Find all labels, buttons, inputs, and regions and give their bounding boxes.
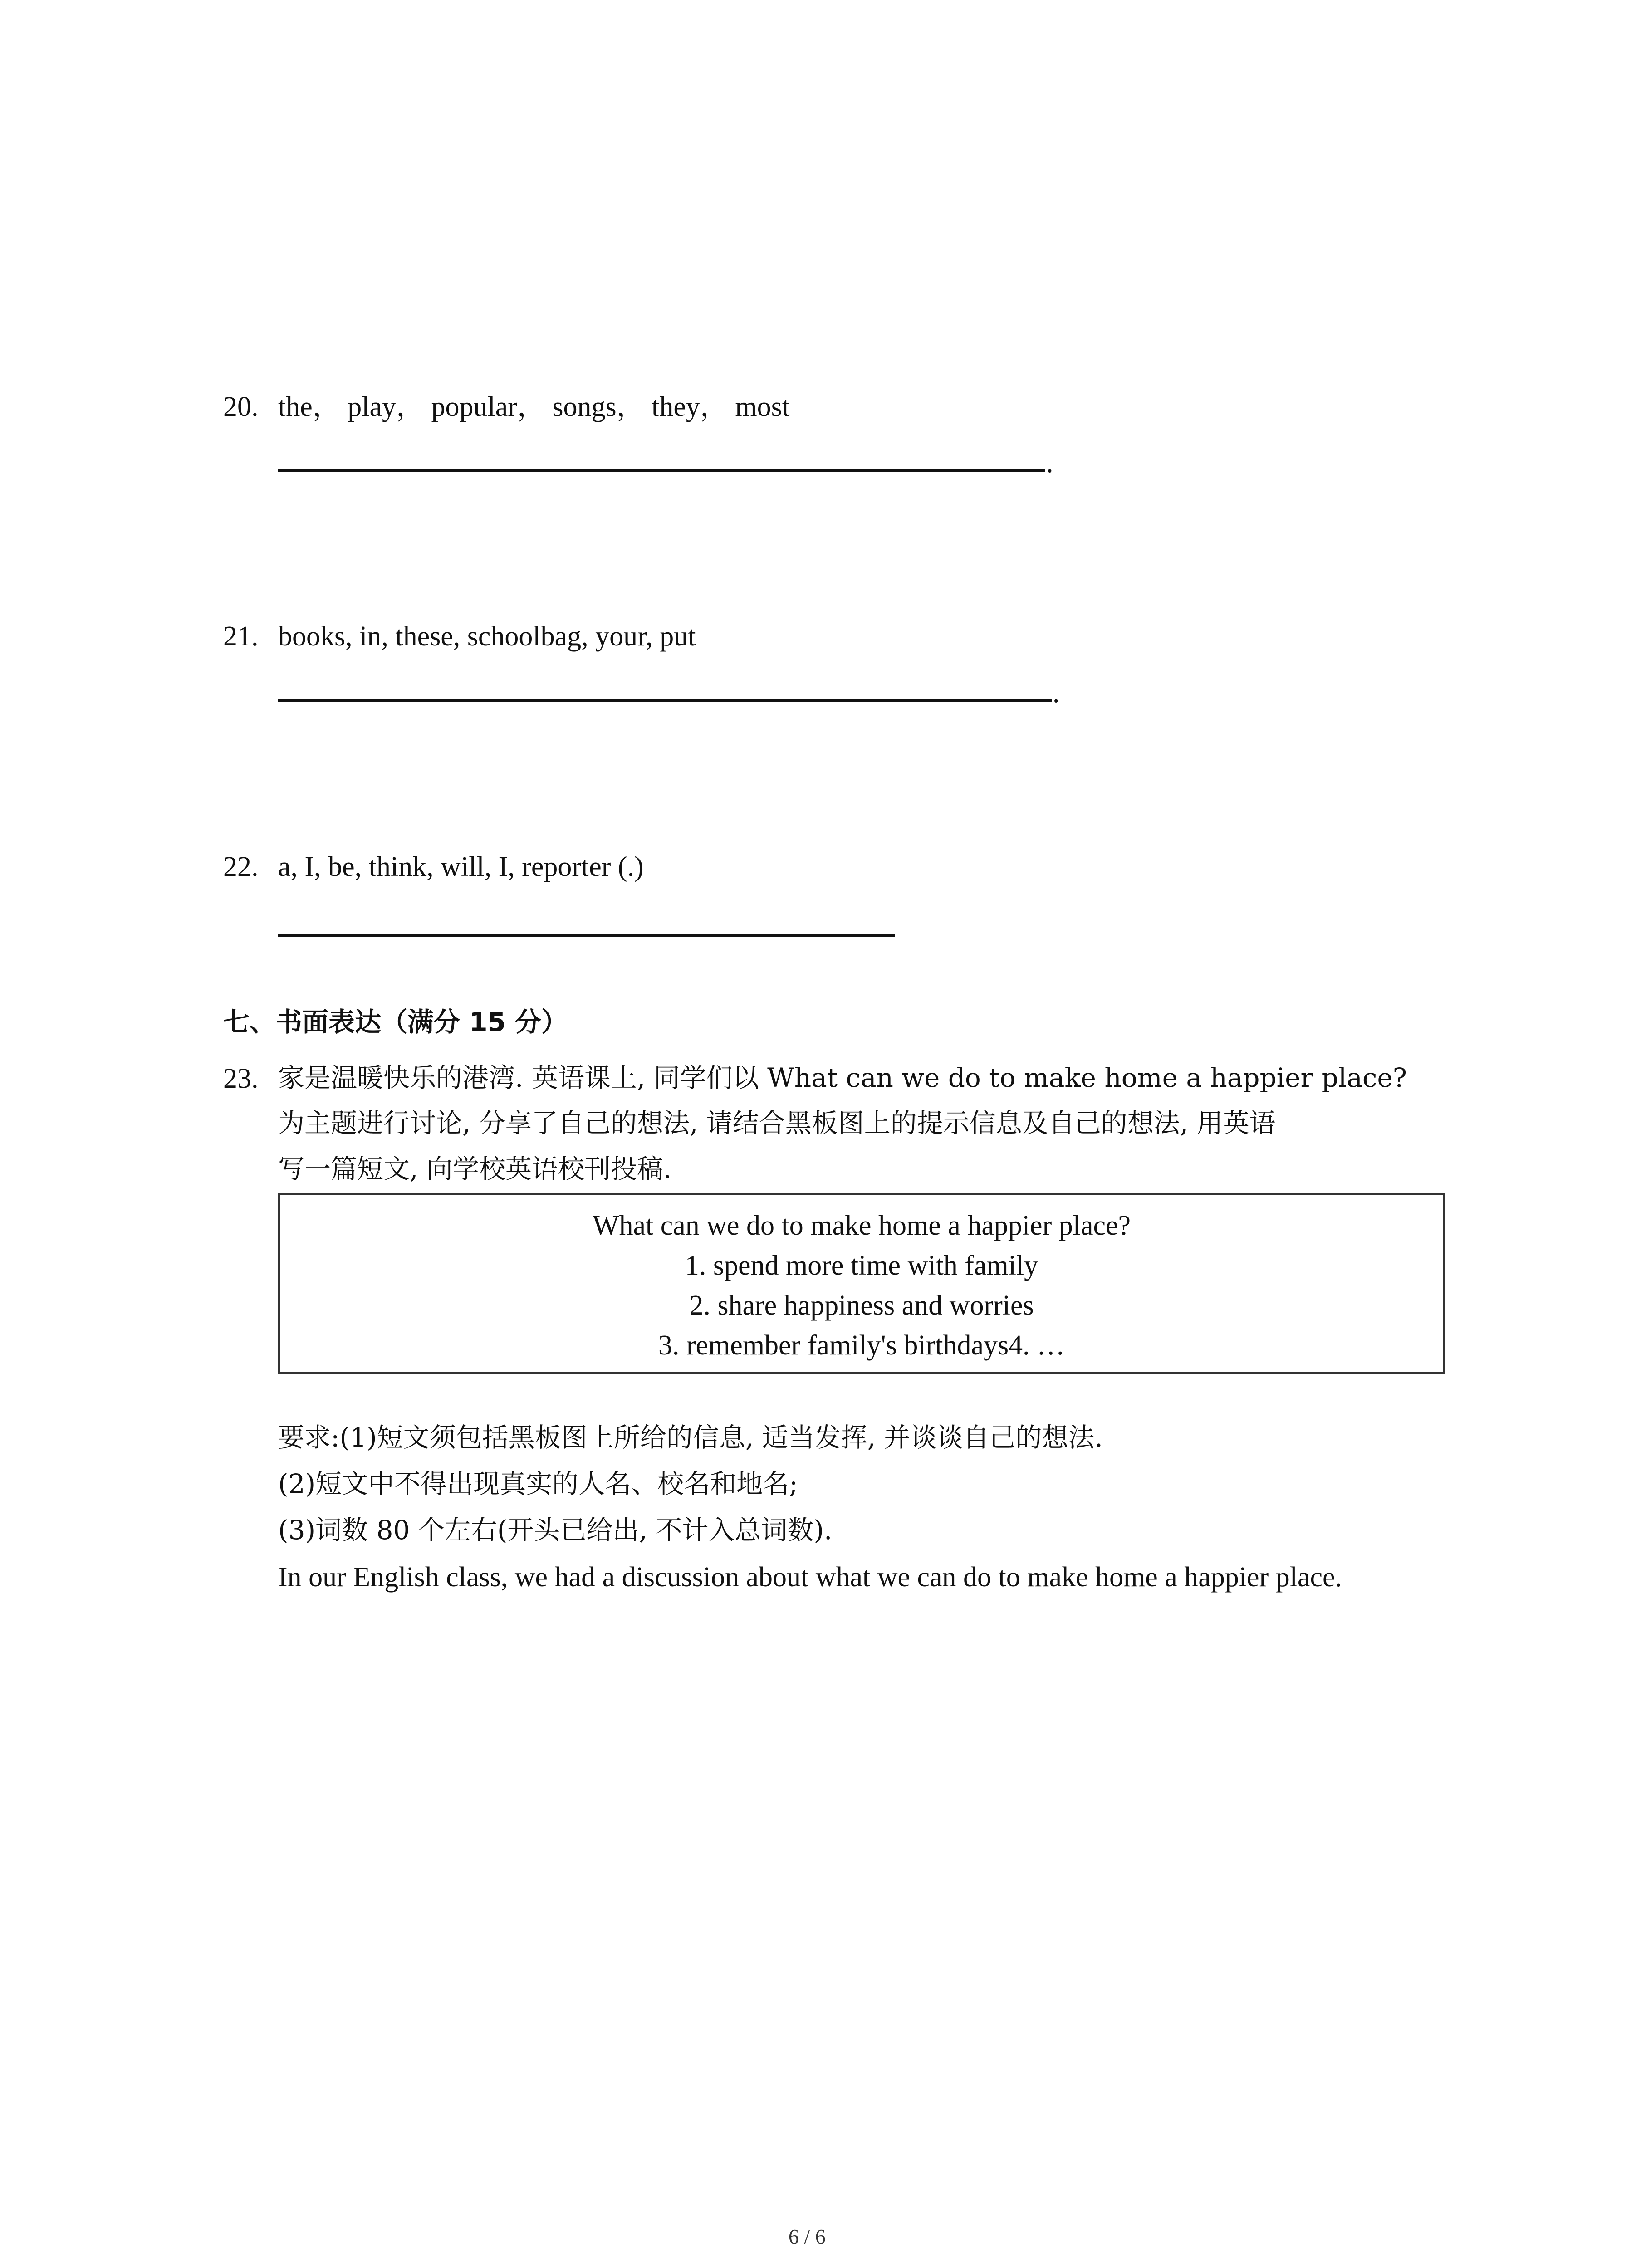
blackboard-title: What can we do to make home a happier place? — [592, 1210, 1131, 1241]
page-number: 6 / 6 — [789, 2225, 826, 2248]
requirement-2: (2)短文中不得出现真实的人名、校名和地名; — [278, 1468, 798, 1499]
question-23-prompt-line-1: 家是温暖快乐的港湾. 英语课上, 同学们以 What can we do to make home a happier place? — [278, 1062, 1407, 1093]
question-21-end-mark: . — [1053, 678, 1060, 709]
section-title: 七、书面表达（满分 15 分） — [223, 1007, 568, 1037]
blackboard-item-2: 2. share happiness and worries — [689, 1290, 1034, 1321]
blackboard-item-3: 3. remember family's birthdays4. … — [658, 1330, 1065, 1361]
question-23-prompt-line-2: 为主题进行讨论, 分享了自己的想法, 请结合黑板图上的提示信息及自己的想法, 用英语 — [278, 1108, 1276, 1139]
question-21-answer-line[interactable] — [278, 699, 1052, 702]
question-20-answer-line[interactable] — [278, 469, 1045, 472]
question-20-words: the， play， popular， songs， they， most — [278, 391, 790, 422]
requirement-3: (3)词数 80 个左右(开头已给出, 不计入总词数). — [278, 1515, 833, 1545]
question-22-answer-line[interactable] — [278, 934, 895, 937]
question-21-number: 21. — [223, 621, 259, 652]
question-20-number: 20. — [223, 391, 259, 422]
question-22-number: 22. — [223, 851, 259, 882]
requirement-1: 要求:(1)短文须包括黑板图上所给的信息, 适当发挥, 并谈谈自己的想法. — [278, 1422, 1103, 1453]
question-21-words: books, in, these, schoolbag, your, put — [278, 621, 696, 652]
question-20-end-mark: . — [1046, 448, 1053, 479]
opening-sentence: In our English class, we had a discussion about what we can do to make home a happier place. — [278, 1562, 1342, 1593]
blackboard-box — [278, 1193, 1445, 1374]
blackboard-item-1: 1. spend more time with family — [685, 1250, 1038, 1281]
question-22-words: a, I, be, think, will, I, reporter (.) — [278, 851, 644, 882]
question-23-prompt-line-3: 写一篇短文, 向学校英语校刊投稿. — [278, 1154, 672, 1184]
question-23-number: 23. — [223, 1063, 259, 1094]
